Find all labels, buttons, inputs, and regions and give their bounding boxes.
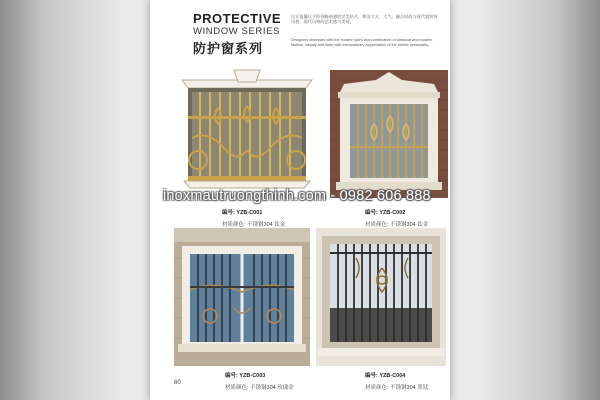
- watermark-text: inoxmautruongthinh.com - 0982 606 888: [163, 188, 431, 204]
- series-title-line2: WINDOW SERIES: [193, 26, 280, 37]
- product-code: 编号: YZB-C003: [225, 373, 266, 379]
- series-description-english: Designers obsessed with the modern spirit and combination of classical and modern fashion, beauty and taste with extraordinary appreciation of the artistic personality.: [291, 38, 433, 47]
- product-material: 材质颜色: 不锈钢304 黑钛: [365, 385, 429, 391]
- series-title-line1: PROTECTIVE: [193, 11, 282, 26]
- product-caption-c004: [365, 371, 428, 391]
- product-photo-c002: [330, 70, 448, 198]
- series-title-chinese: 防护窗系列: [193, 41, 264, 56]
- product-material: 材质颜色: 不锈钢304 玫瑰金: [225, 385, 294, 391]
- product-caption-c002: [365, 208, 428, 228]
- product-code: 编号: YZB-C001: [222, 210, 263, 216]
- series-description-chinese: 设计温馨让手所领略新感的完美结合，简洁大方，大气。融合时尚与现代感装饰风格，现代风格的艺术感与美观。: [291, 14, 438, 25]
- product-caption-c001: [222, 208, 285, 228]
- product-photo-c001: [178, 68, 316, 193]
- product-material: 材质颜色: 不锈钢304 钛金: [365, 222, 429, 228]
- product-caption-c003: [225, 371, 294, 391]
- product-photo-c004: [316, 228, 446, 366]
- product-photo-c003: [174, 228, 310, 366]
- product-code: 编号: YZB-C004: [365, 373, 406, 379]
- catalog-page: [150, 0, 450, 400]
- product-code: 编号: YZB-C002: [365, 210, 406, 216]
- page-number: 60: [174, 380, 181, 386]
- product-material: 材质颜色: 不锈钢304 钛金: [222, 222, 286, 228]
